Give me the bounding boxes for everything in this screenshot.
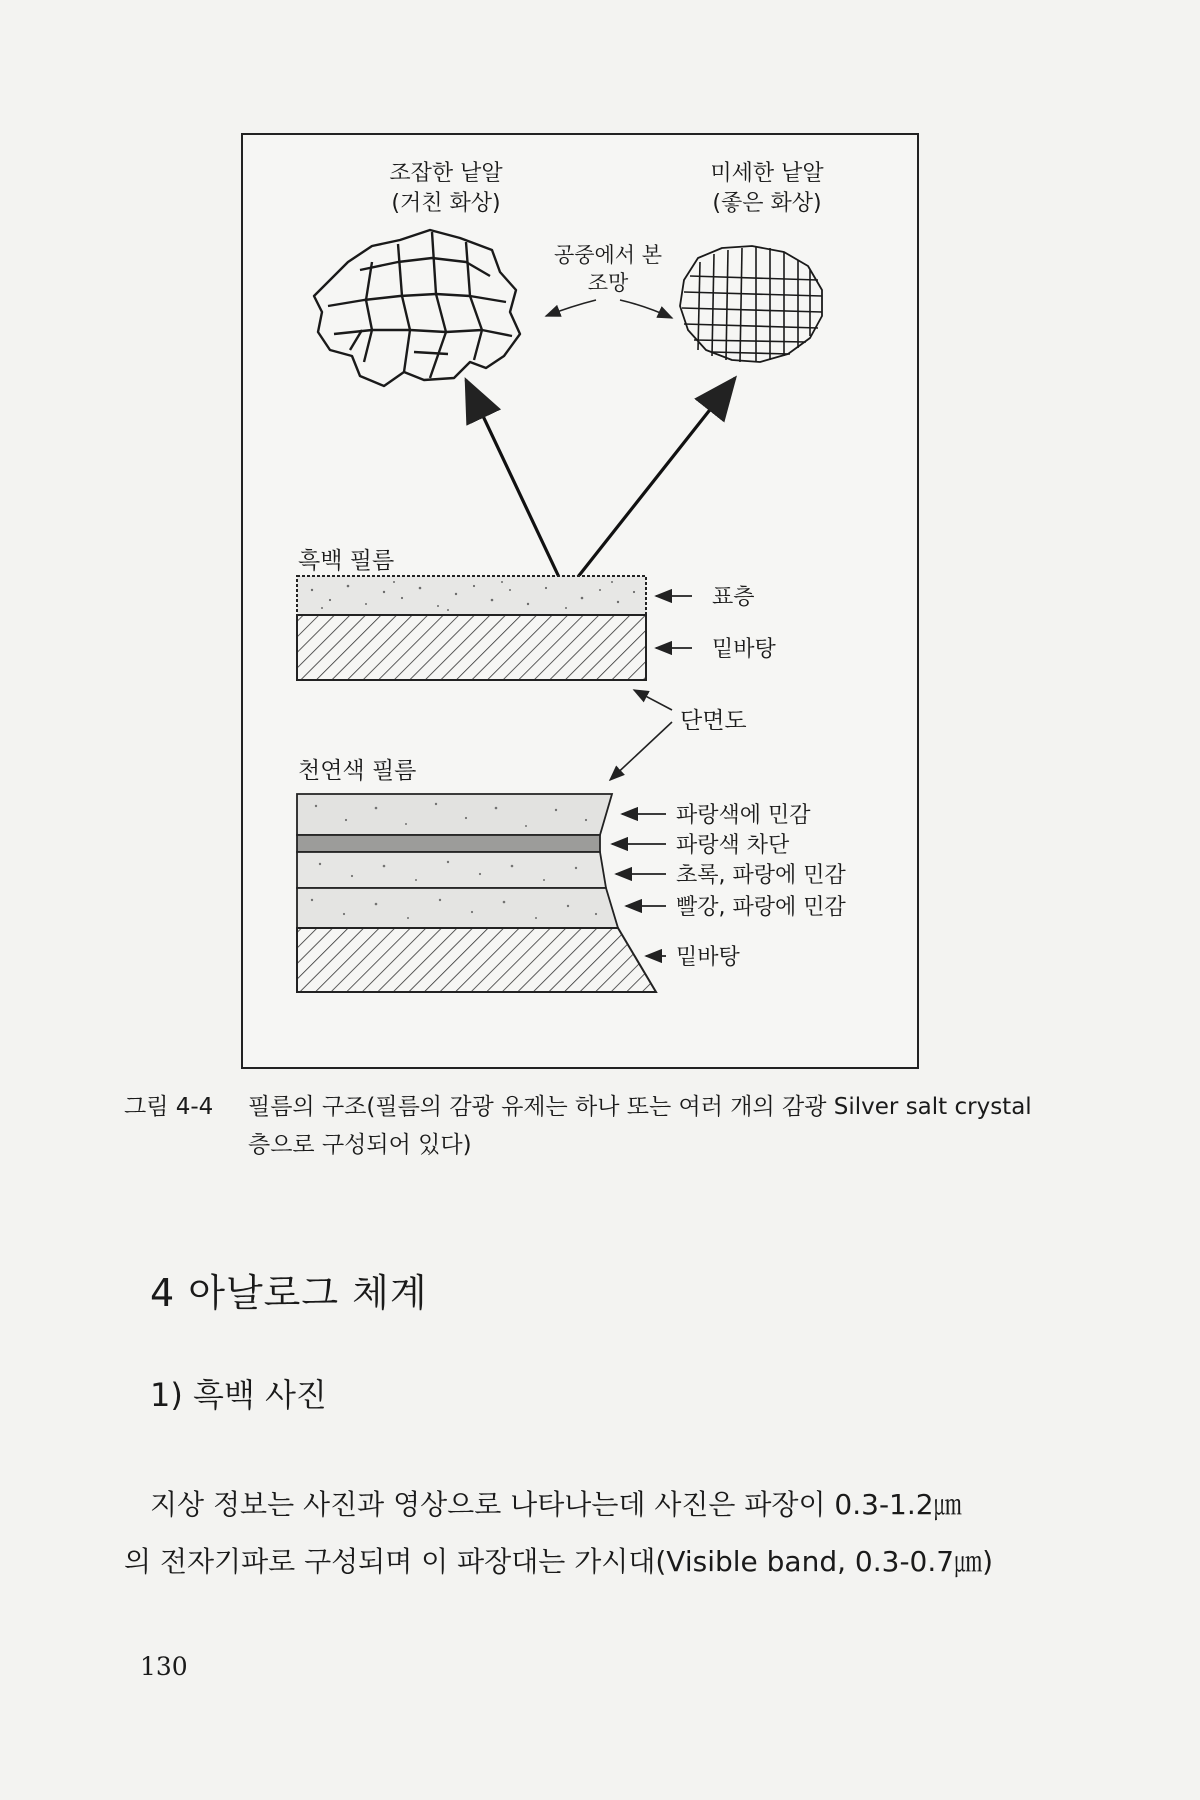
cross-section-arrow-up <box>634 690 672 710</box>
color-layer-green-sensitive <box>297 852 606 888</box>
aerial-right-arrow <box>620 300 672 318</box>
caption-label: 그림 4-4 <box>124 1094 214 1120</box>
color-layer-red-sensitive <box>297 888 618 928</box>
coarse-grain-blob <box>314 230 520 386</box>
color-layer-label-2: 파랑색 차단 <box>676 833 790 858</box>
color-layer-blue-filter <box>297 835 600 852</box>
color-layer-label-5: 밑바탕 <box>676 945 740 970</box>
color-layer-blue-sensitive <box>297 794 612 835</box>
body-line: 의 전자기파로 구성되며 이 파장대는 가시대(Visible band, 0.3-0.7㎛) <box>124 1545 993 1578</box>
color-layer-base <box>297 928 656 992</box>
reflection-arrow-fine <box>566 378 735 592</box>
bw-base-label: 밑바탕 <box>712 637 776 662</box>
coarse-grain-title: 조잡한 낱알 <box>389 161 503 186</box>
subsection-title: 1) 흑백 사진 <box>150 1376 327 1414</box>
cross-section-arrow-down <box>610 722 672 780</box>
reflection-arrow-coarse <box>466 380 566 592</box>
color-layer-label-1: 파랑색에 민감 <box>676 803 811 828</box>
aerial-left-arrow <box>546 300 596 316</box>
bw-emulsion-layer <box>297 576 646 615</box>
bw-film-label: 흑백 필름 <box>298 548 395 574</box>
fine-grain-title: 미세한 낱알 <box>710 161 824 186</box>
color-film-label: 천연색 필름 <box>298 758 417 784</box>
coarse-grain-subtitle: (거친 화상) <box>391 191 501 216</box>
aerial-view-label-line2: 조망 <box>587 271 629 295</box>
color-layer-label-3: 초록, 파랑에 민감 <box>676 863 846 888</box>
bw-surface-label: 표층 <box>712 585 755 610</box>
page-number: 130 <box>140 1652 188 1681</box>
color-film-cross-section <box>297 794 656 992</box>
color-layer-label-4: 빨강, 파랑에 민감 <box>676 895 846 920</box>
fine-grain-subtitle: (좋은 화상) <box>712 191 822 216</box>
bw-base-layer <box>297 615 646 680</box>
caption-text: 필름의 구조(필름의 감광 유제는 하나 또는 여러 개의 감광 Silver salt crystal층으로 구성되어 있다) <box>248 1094 1032 1158</box>
body-line: 지상 정보는 사진과 영상으로 나타나는데 사진은 파장이 0.3-1.2㎛ <box>150 1488 962 1521</box>
fine-grain-blob <box>680 246 822 362</box>
bw-film-cross-section <box>297 576 646 680</box>
aerial-view-label-line1: 공중에서 본 <box>553 243 663 267</box>
cross-section-label: 단면도 <box>680 708 747 734</box>
section-title: 4 아날로그 체계 <box>150 1271 428 1315</box>
body-paragraph <box>124 1476 1044 1590</box>
